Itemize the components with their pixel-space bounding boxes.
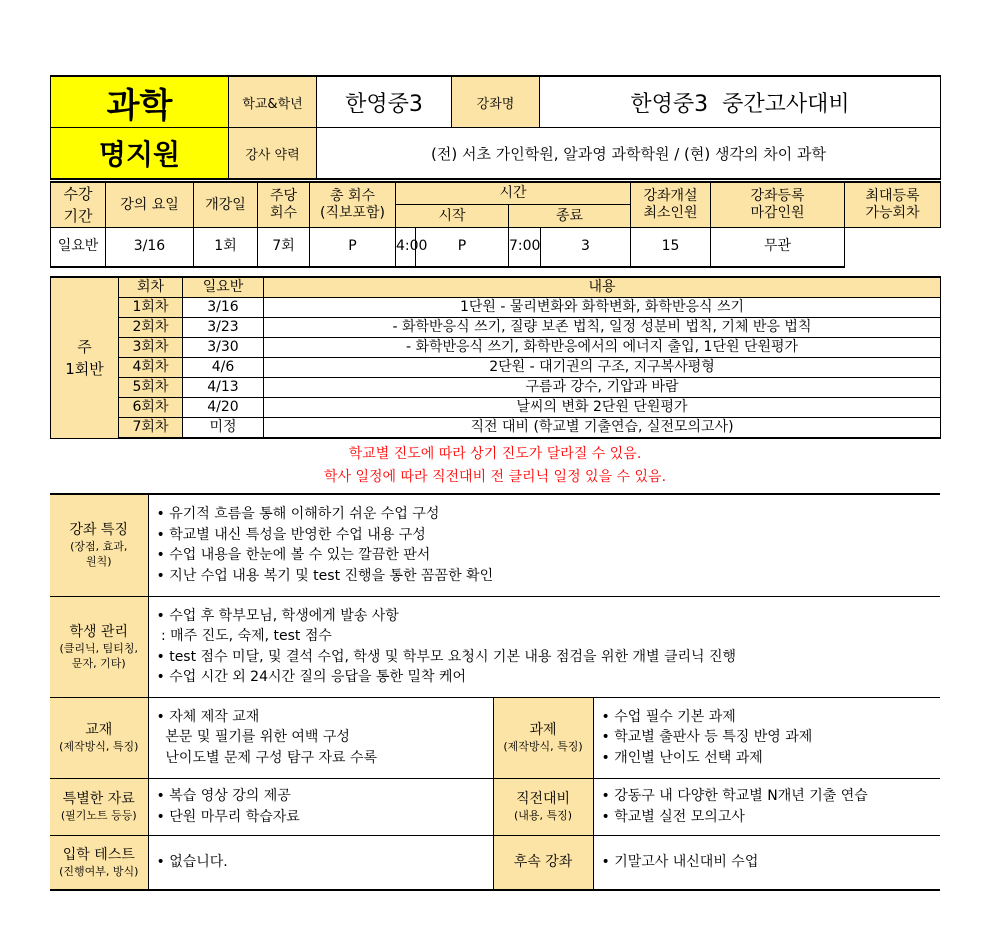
list-item: • 수업 시간 외 24시간 질의 응답을 통한 밀착 케어 [156,669,467,685]
special-content [148,778,493,835]
date-cell: 미정 [183,418,264,439]
schedule-section-label: 수강 기간 [51,182,106,228]
table-row [51,318,941,338]
textbook-content [148,697,493,778]
list-item: • 강동구 내 다양한 학교별 N개년 기출 연습 [601,788,868,804]
curriculum-section-label: 주 1회반 [51,277,119,438]
value-max: 무관 [711,228,845,267]
teacher-name: 명지원 [51,128,229,180]
date-cell: 3/23 [183,318,264,338]
value-total: 7회 [258,228,310,267]
final-prep-label: 직전대비 (내용, 특징) [493,778,593,835]
list-item: • 단원 마무리 학습자료 [156,808,300,825]
management-content [148,596,940,697]
entrance-test-content [148,835,493,890]
management-label: 학생 관리 (클리닉, 팀티칭, 문자, 기타) [50,596,148,697]
textbook-label: 교재 (제작방식, 특징) [50,697,148,778]
round-cell: 7회차 [119,418,183,439]
value-cap: 15 [631,228,711,267]
final-prep-content [593,778,940,835]
homework-label: 과제 (제작방식, 특징) [493,697,593,778]
header-curr-day: 일요반 [183,277,264,298]
round-cell: 3회차 [119,338,183,358]
value-end-ampm: P [416,228,509,267]
header-day: 강의 요일 [106,182,194,228]
list-item: • 학교별 출판사 등 특징 반영 과제 [601,729,813,746]
round-cell: 1회차 [119,298,183,318]
list-item: • 없습니다. [156,854,228,870]
list-item: 본문 및 필기를 위한 여백 구성 [156,729,350,746]
schedule-table [50,181,941,268]
list-item: : 매주 진도, 숙제, test 점수 [156,628,332,644]
school-grade-label: 학교&학년 [229,76,317,128]
list-item: 난이도별 문제 구성 탐구 자료 수록 [156,749,377,766]
note-progress: 학교별 진도에 따라 상기 진도가 달라질 수 있음. [348,446,642,462]
content-cell: 직전 대비 (학교별 기출연습, 실전모의고사) [264,418,941,439]
content-cell: - 화학반응식 쓰기, 화학반응에서의 에너지 출입, 1단원 단원평가 [264,338,941,358]
school-grade-value: 한영중3 [317,76,452,128]
date-cell: 4/13 [183,378,264,398]
table-row [51,338,941,358]
header-end: 종료 [509,205,631,228]
list-item: • 유기적 흐름을 통해 이해하기 쉬운 수업 구성 [156,506,440,523]
round-cell: 6회차 [119,398,183,418]
table-row [51,298,941,318]
round-cell: 2회차 [119,318,183,338]
header-start-date: 개강일 [194,182,258,228]
date-cell: 3/16 [183,298,264,318]
course-name-value: 한영중3 중간고사대비 [540,76,941,128]
features-label: 강좌 특징 (장점, 효과, 원칙) [50,494,148,596]
date-cell: 4/6 [183,358,264,378]
list-item: • 개인별 난이도 선택 과제 [601,749,763,766]
details-table [50,493,940,891]
header-total: 총 회수 (직보포함) [310,182,396,228]
value-min: 3 [541,228,631,267]
content-cell: 구름과 강수, 기압과 바람 [264,378,941,398]
header-round: 회차 [119,277,183,298]
list-item: • 학교별 내신 특성을 반영한 수업 내용 구성 [156,526,426,543]
header-content: 내용 [264,277,941,298]
value-begin: 4:00 [396,228,416,267]
list-item: • 학교별 실전 모의고사 [601,808,745,825]
bio-label: 강사 약력 [229,128,317,180]
course-name-label: 강좌명 [452,76,540,128]
followup-label: 후속 강좌 [493,835,593,890]
value-weekly: 1회 [194,228,258,267]
value-begin-ampm: P [310,228,396,267]
header-cap: 강좌등록 마감인원 [711,182,845,228]
subject-title: 과학 [51,76,229,128]
list-item: • 자체 제작 교재 [156,708,260,725]
table-row [51,378,941,398]
content-cell: 날씨의 변화 2단원 단원평가 [264,398,941,418]
header-table [50,75,941,180]
table-row [51,418,941,439]
homework-content [593,697,940,778]
value-end: 7:00 [509,228,541,267]
date-cell: 3/30 [183,338,264,358]
header-min: 강좌개설 최소인원 [631,182,711,228]
value-start-date: 3/16 [106,228,194,267]
value-day: 일요반 [51,228,106,267]
special-label: 특별한 자료 (필기노트 등등) [50,778,148,835]
content-cell: - 화학반응식 쓰기, 질량 보존 법칙, 일정 성분비 법칙, 기체 반응 법칙 [264,318,941,338]
header-begin: 시작 [396,205,509,228]
list-item: • 수업 내용을 한눈에 볼 수 있는 깔끔한 판서 [156,547,431,564]
followup-content [593,835,940,890]
list-item: • 수업 필수 기본 과제 [601,708,736,725]
header-time: 시간 [396,182,631,205]
entrance-test-label: 입학 테스트 (진행여부, 방식) [50,835,148,890]
date-cell: 4/20 [183,398,264,418]
curriculum-table [50,276,941,439]
features-content [148,494,940,596]
table-row [51,398,941,418]
list-item: • 수업 후 학부모님, 학생에게 발송 사항 [156,607,399,624]
content-cell: 1단원 - 물리변화와 화학변화, 화학반응식 쓰기 [264,298,941,318]
note-clinic: 학사 일정에 따라 직전대비 전 클리닉 일정 있을 수 있음. [323,469,667,485]
list-item: • 지난 수업 내용 복기 및 test 진행을 통한 꼼꼼한 확인 [156,567,494,584]
content-cell: 2단원 - 대기권의 구조, 지구복사평형 [264,358,941,378]
list-item: • 기말고사 내신대비 수업 [601,854,759,870]
header-weekly: 주당 회수 [258,182,310,228]
header-max: 최대등록 가능회차 [845,182,941,228]
round-cell: 4회차 [119,358,183,378]
table-row [51,358,941,378]
round-cell: 5회차 [119,378,183,398]
bio-value: (전) 서초 가인학원, 알과영 과학학원 / (현) 생각의 차이 과학 [317,128,941,180]
list-item: • 복습 영상 강의 제공 [156,788,291,804]
list-item: • test 점수 미달, 및 결석 수업, 학생 및 학부모 요청시 기본 내용 점검을 위한 개별 클리닉 진행 [156,648,737,665]
